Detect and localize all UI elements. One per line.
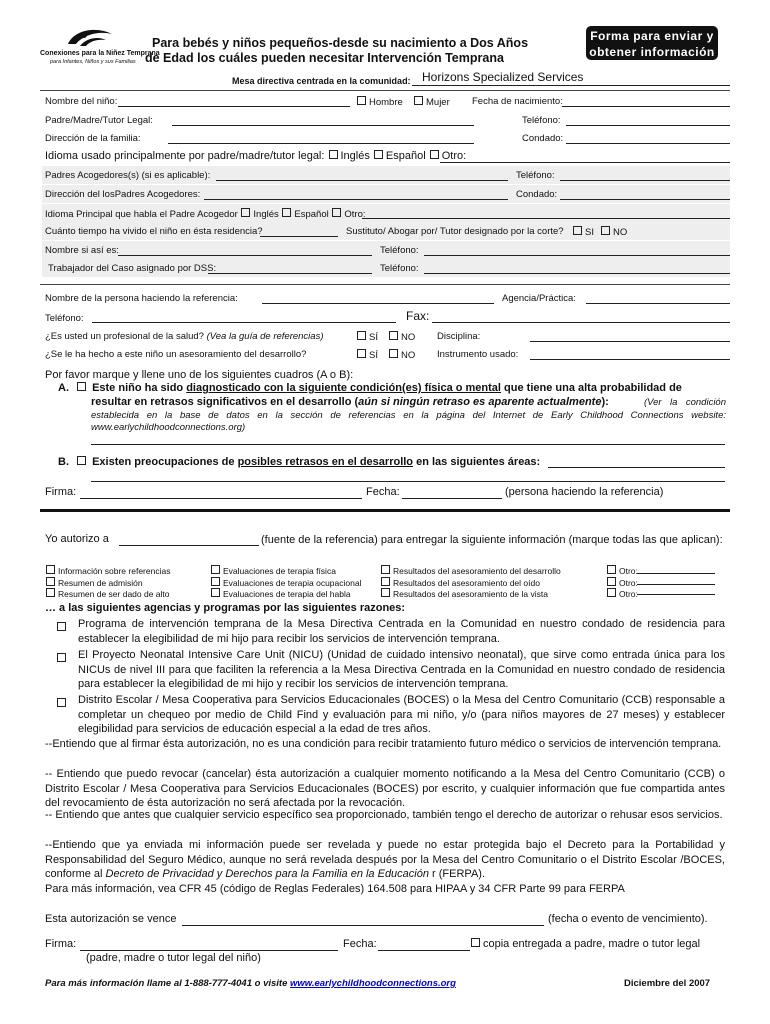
- referrer-signature-field[interactable]: [80, 498, 362, 499]
- substitute-phone-label: Teléfono:: [380, 245, 419, 256]
- parent-date-field[interactable]: [378, 950, 470, 951]
- discipline-field[interactable]: [530, 341, 730, 342]
- title-line2: de Edad los cuáles pueden necesitar Intervención Temprana: [145, 51, 504, 65]
- release-label: Resultados del asesoramiento del desarrollo: [393, 566, 561, 576]
- form-badge: [586, 26, 718, 60]
- release-item[interactable]: [45, 577, 170, 589]
- release-checkbox[interactable]: [607, 588, 616, 597]
- female-option[interactable]: [413, 96, 450, 108]
- agency-field[interactable]: [586, 303, 730, 304]
- instrument-label: Instrumento usado:: [437, 349, 519, 360]
- release-col2: [210, 565, 361, 600]
- logo: [40, 22, 160, 70]
- child-name-field[interactable]: [118, 106, 350, 107]
- language-row: [45, 150, 466, 162]
- option-a-label: A.: [58, 382, 69, 394]
- release-item[interactable]: [210, 588, 361, 600]
- dev-yes-option[interactable]: [356, 349, 378, 361]
- parent-signature-field[interactable]: [80, 950, 338, 951]
- release-label: Evaluaciones de terapia ocupacional: [223, 577, 362, 588]
- health-question-note: (Vea la guía de referencias): [206, 331, 324, 342]
- family-address-label: Dirección de la familia:: [45, 133, 141, 144]
- board-label: Mesa directiva centrada en la comunidad:: [232, 76, 411, 86]
- reason3-box[interactable]: [57, 698, 66, 707]
- release-item[interactable]: [380, 565, 561, 577]
- expires-field[interactable]: [182, 925, 544, 926]
- understand4-text: --Entiendo que ya enviada mi información puede ser revelada y puede no estar protegida bajo el Decreto para la Portabilidad y Responsabilidad del Seguro Médico, aunque no será revelada después por la Mesa del Centro Comunitario o el Distrito Escolar /BOCES, conforme al: [45, 839, 725, 880]
- release-other-field[interactable]: [637, 573, 715, 574]
- foster-language-row: [45, 208, 366, 220]
- referrer-date-label: Fecha:: [366, 486, 400, 498]
- expires-label: Esta autorización se vence: [45, 913, 177, 925]
- reason3-text: Distrito Escolar / Mesa Cooperativa para Servicios Educacionales (BOCES) o la Mesa del Centro Comunitario (CCB) responsable a completar un chequeo por medio de Child Find y evaluación para mi niño, y/o (para niños mayores de 27 meses) y establecer elegibilidad para servicios de educación especial a la edad de tres años.: [78, 694, 725, 735]
- expires-note: (fecha o evento de vencimiento).: [548, 913, 708, 925]
- foster-spanish-checkbox[interactable]: [282, 208, 291, 217]
- release-item[interactable]: [380, 588, 561, 600]
- foster-parents-field[interactable]: [216, 180, 508, 181]
- foster-english-checkbox[interactable]: [241, 208, 250, 217]
- substitute-yes-option[interactable]: [572, 226, 594, 238]
- female-label: Mujer: [426, 97, 450, 108]
- referrer-date-field[interactable]: [402, 498, 502, 499]
- male-option[interactable]: [356, 96, 403, 108]
- referrer-name-field[interactable]: [262, 303, 494, 304]
- release-label: Información sobre referencias: [58, 566, 171, 576]
- reason3-checkbox[interactable]: [56, 694, 69, 712]
- foster-address-field[interactable]: [204, 199, 508, 200]
- referrer-phone-label: Teléfono:: [45, 313, 84, 324]
- parent-signer-note: (padre, madre o tutor legal del niño): [86, 952, 261, 964]
- agency-label: Agencia/Práctica:: [502, 293, 576, 304]
- option-b-text3: en las siguientes áreas:: [416, 456, 541, 468]
- reason2-box[interactable]: [57, 653, 66, 662]
- instrument-field[interactable]: [530, 359, 730, 360]
- male-label: Hombre: [369, 97, 403, 108]
- authorize-intro2: (fuente de la referencia) para entregar la siguiente información (marque todas las que aplican):: [261, 534, 723, 546]
- substitute-no-checkbox[interactable]: [601, 226, 610, 235]
- reason1-text: Programa de intervención temprana de la Mesa Directiva Centrada en la Comunidad en nuestro condado de residencia para establecer la elegibilidad de mi hijo para recibir los servicios de intervención temprana.: [78, 618, 725, 645]
- foster-language-label: Idioma Principal que habla el Padre Acogedor: [45, 209, 238, 220]
- discipline-label: Disciplina:: [437, 331, 481, 342]
- health-no-checkbox[interactable]: [389, 331, 398, 340]
- release-item[interactable]: [45, 565, 170, 577]
- copy-option[interactable]: [470, 938, 700, 950]
- county-label: Condado:: [522, 133, 564, 144]
- health-no-label: NO: [401, 332, 416, 343]
- release-item[interactable]: [380, 577, 561, 589]
- family-address-field[interactable]: [168, 143, 474, 144]
- agencies-heading: … a las siguientes agencias y programas por las siguientes razones:: [45, 602, 406, 614]
- option-a-text4: resultar en retrasos significativos en el desarrollo (: [91, 396, 359, 408]
- health-no-option[interactable]: [388, 331, 415, 343]
- parent-label: Padre/Madre/Tutor Legal:: [45, 115, 153, 126]
- caseworker-field[interactable]: [208, 273, 372, 274]
- release-col4: [606, 565, 638, 600]
- release-checkbox[interactable]: [211, 565, 220, 574]
- release-label: Resumen de ser dado de alto: [58, 589, 170, 599]
- fax-label: Fax:: [406, 309, 430, 323]
- substitute-name-label: Nombre si así es:: [45, 245, 119, 256]
- male-checkbox[interactable]: [357, 96, 366, 105]
- other-label: Otro:: [441, 150, 467, 162]
- release-label: Evaluaciones de terapia física: [223, 566, 336, 576]
- ferpa-act-name: Decreto de Privacidad y Derechos para la Familia en la Educación: [105, 868, 429, 880]
- dob-label: Fecha de nacimiento:: [472, 96, 563, 107]
- release-item[interactable]: [210, 565, 361, 577]
- option-b-label: B.: [58, 456, 69, 468]
- parent-signature-label: Firma:: [45, 938, 77, 950]
- health-yes-label: SÍ: [369, 332, 378, 343]
- dev-yes-label: SÍ: [369, 350, 378, 361]
- badge-line2: obtener información: [589, 45, 715, 59]
- option-b-checkbox[interactable]: [77, 456, 86, 465]
- residence-time-label: Cuánto tiempo ha vivido el niño en ésta residencia?: [45, 226, 263, 237]
- option-a-text3: que tiene una alta probabilidad de: [504, 382, 682, 394]
- dev-no-checkbox[interactable]: [389, 349, 398, 358]
- parent-phone-field[interactable]: [566, 125, 730, 126]
- release-label: Otro:: [619, 589, 638, 599]
- release-item[interactable]: [606, 588, 638, 600]
- caseworker-label: Trabajador del Caso asignado por DSS:: [48, 263, 217, 274]
- health-question-text: ¿Es usted un profesional de la salud?: [45, 331, 204, 342]
- understand4: [45, 838, 725, 882]
- title-line1: Para bebés y niños pequeños-desde su nacimiento a Dos Años: [152, 36, 529, 50]
- release-label: Resumen de admisión: [58, 577, 143, 588]
- divider: [40, 90, 730, 91]
- release-label: Evaluaciones de terapia del habla: [223, 589, 351, 599]
- logo-line1: Conexiones para la Niñez Temprana: [40, 50, 160, 57]
- foster-other-label: Otro:: [344, 209, 366, 220]
- release-checkbox[interactable]: [211, 588, 220, 597]
- release-checkbox[interactable]: [46, 588, 55, 597]
- release-label: Resultados del asesoramiento de la vista: [393, 589, 548, 599]
- dev-yes-checkbox[interactable]: [357, 349, 366, 358]
- option-a-text6: ):: [601, 396, 609, 408]
- dob-field[interactable]: [562, 106, 730, 107]
- foster-other-checkbox[interactable]: [332, 208, 341, 217]
- board-value[interactable]: Horizons Specialized Services: [422, 70, 584, 84]
- option-a-checkbox[interactable]: [77, 382, 86, 391]
- option-a-text5: aún si ningún retraso es aparente actualmente: [358, 396, 602, 408]
- option-a-text2: diagnosticado con la siguiente condición(es) física o mental: [186, 382, 501, 394]
- release-checkbox[interactable]: [46, 565, 55, 574]
- release-item[interactable]: [210, 577, 361, 589]
- substitute-label: Sustituto/ Abogar por/ Tutor designado por la corte?: [346, 226, 564, 237]
- understand2: -- Entiendo que puedo revocar (cancelar) ésta autorización a cualquier momento notificando a la Mesa del Centro Comunitario (CCB) o Distrito Escolar / Mesa Cooperativa para Servicios Educacionales (BOCES) por escrito, y cualquier información que fue compartida antes del revocamiento de ésta autorización no será afectada por la revocación.: [45, 768, 725, 809]
- release-col1: [45, 565, 170, 600]
- release-col3: [380, 565, 561, 600]
- substitute-no-option[interactable]: [600, 226, 627, 238]
- spanish-checkbox[interactable]: [374, 150, 383, 159]
- referrer-phone-field[interactable]: [92, 322, 396, 323]
- health-question: [45, 331, 324, 342]
- residence-time-field[interactable]: [260, 236, 338, 237]
- english-checkbox[interactable]: [329, 150, 338, 159]
- sections-intro: Por favor marque y llene uno de los siguientes cuadros (A o B):: [45, 369, 354, 381]
- option-b-field2[interactable]: [91, 481, 725, 482]
- dev-no-option[interactable]: [388, 349, 415, 361]
- logo-line2: para Infantes, Niños y sus Familias: [50, 59, 136, 65]
- option-b-text1: Existen preocupaciones de: [92, 456, 235, 468]
- substitute-phone-field[interactable]: [424, 255, 730, 256]
- county-field[interactable]: [566, 143, 730, 144]
- release-item[interactable]: [606, 577, 638, 589]
- footer-info-text: Para más información llame al 1-888-777-4041 o visite: [45, 978, 291, 989]
- board-underline: [412, 85, 730, 86]
- more-info: Para más información, vea CFR 45 (código de Reglas Federales) 164.508 para HIPAA y 34 CFR Parte 99 para FERPA: [45, 883, 625, 895]
- option-b-line: [76, 456, 540, 468]
- caseworker-phone-label: Teléfono:: [380, 263, 419, 274]
- copy-checkbox[interactable]: [471, 938, 480, 947]
- female-checkbox[interactable]: [414, 96, 423, 105]
- option-a-note: (Ver la condición establecida en la base de datos en la sección de referencias en la página del Internet de Early Childhood Connections website: www.earlychildhoodconnections.org): [91, 397, 726, 433]
- foster-county-label: Condado:: [516, 189, 558, 200]
- referrer-signer-note: (persona haciendo la referencia): [505, 486, 664, 498]
- section-divider: [40, 509, 730, 512]
- release-checkbox[interactable]: [381, 588, 390, 597]
- option-a-line1: [76, 382, 682, 394]
- dev-no-label: NO: [401, 350, 416, 361]
- release-other-field[interactable]: [637, 594, 715, 595]
- release-label: Otro:: [619, 566, 638, 576]
- release-checkbox[interactable]: [46, 577, 55, 586]
- reason1-box[interactable]: [57, 622, 66, 631]
- foster-address-label: Dirección del losPadres Acogedores:: [45, 189, 201, 200]
- dev-question: ¿Se le ha hecho a este niño un asesoramiento del desarrollo?: [45, 349, 307, 360]
- foster-phone-label: Teléfono:: [516, 170, 555, 181]
- substitute-no-label: NO: [613, 227, 628, 238]
- caseworker-phone-field[interactable]: [424, 273, 730, 274]
- foster-spanish-label: Español: [294, 209, 329, 220]
- option-b-field[interactable]: [548, 467, 725, 468]
- understand3: -- Entiendo que antes que cualquier servicio específico sea proporcionado, también tengo el derecho de autorizar o rehusar esos servicios.: [45, 809, 723, 821]
- foster-parents-label: Padres Acogedores(s) (si es aplicable):: [45, 170, 211, 181]
- release-checkbox[interactable]: [607, 577, 616, 586]
- child-name-label: Nombre del niño:: [45, 96, 118, 107]
- reason1-checkbox[interactable]: [56, 618, 69, 636]
- parent-date-label: Fecha:: [343, 938, 377, 950]
- foster-language-other-field[interactable]: [362, 218, 730, 219]
- spanish-label: Español: [385, 150, 426, 162]
- release-label: Otro:: [619, 577, 638, 588]
- english-label: Inglés: [340, 150, 370, 162]
- badge-line1: Forma para enviar y: [590, 29, 714, 43]
- release-checkbox[interactable]: [381, 577, 390, 586]
- divider: [40, 284, 730, 285]
- footer-link[interactable]: www.earlychildhoodconnections.org: [290, 978, 456, 989]
- release-checkbox[interactable]: [211, 577, 220, 586]
- health-yes-option[interactable]: [356, 331, 378, 343]
- fax-field[interactable]: [432, 322, 730, 323]
- reason2-text: El Proyecto Neonatal Intensive Care Unit (NICU) (Unidad de cuidado intensivo neonatal), que sirve como entrada única para los NICUs de nivel III para que faciliten la referencia a la Mesa Directiva Centrada en la Comunidad en nuestro condado de residencia para establecer la elegibilidad de mi hijo y recibir los servicios de intervención temprana.: [78, 649, 725, 690]
- footer-date-text: Diciembre del 2007: [624, 978, 711, 989]
- referrer-signature-label: Firma:: [45, 486, 77, 498]
- release-checkbox[interactable]: [607, 565, 616, 574]
- foster-county-field[interactable]: [560, 199, 730, 200]
- health-yes-checkbox[interactable]: [357, 331, 366, 340]
- parent-field[interactable]: [172, 125, 474, 126]
- release-item[interactable]: [606, 565, 638, 577]
- release-label: Resultados del asesoramiento del oído: [393, 577, 540, 588]
- referrer-name-label: Nombre de la persona haciendo la referencia:: [45, 293, 238, 304]
- understand4-end: r (FERPA).: [428, 868, 485, 880]
- footer-date: [624, 978, 710, 989]
- foster-english-label: Inglés: [253, 209, 279, 220]
- reason2-checkbox[interactable]: [56, 649, 69, 667]
- option-b-text2: posibles retrasos en el desarrollo: [237, 456, 414, 468]
- language-other-field[interactable]: [440, 162, 730, 163]
- understand1: --Entiendo que al firmar ésta autorización, no es una condición para recibir tratamiento futuro médico o servicios de intervención temprana.: [45, 738, 722, 750]
- copy-label: copia entregada a padre, madre o tutor legal: [483, 938, 701, 950]
- substitute-yes-checkbox[interactable]: [573, 226, 582, 235]
- authorize-intro1: Yo autorizo a: [45, 533, 109, 545]
- substitute-name-field[interactable]: [118, 255, 372, 256]
- foster-phone-field[interactable]: [560, 180, 730, 181]
- footer-info: [45, 978, 456, 989]
- language-label: Idioma usado principalmente por padre/madre/tutor legal:: [45, 150, 325, 162]
- option-a-field[interactable]: [91, 444, 725, 445]
- release-checkbox[interactable]: [381, 565, 390, 574]
- other-checkbox[interactable]: [430, 150, 439, 159]
- substitute-yes-label: SI: [585, 227, 594, 238]
- release-item[interactable]: [45, 588, 170, 600]
- release-other-field[interactable]: [637, 584, 715, 585]
- option-a-text1: Este niño ha sido: [92, 382, 184, 394]
- parent-phone-label: Teléfono:: [522, 115, 561, 126]
